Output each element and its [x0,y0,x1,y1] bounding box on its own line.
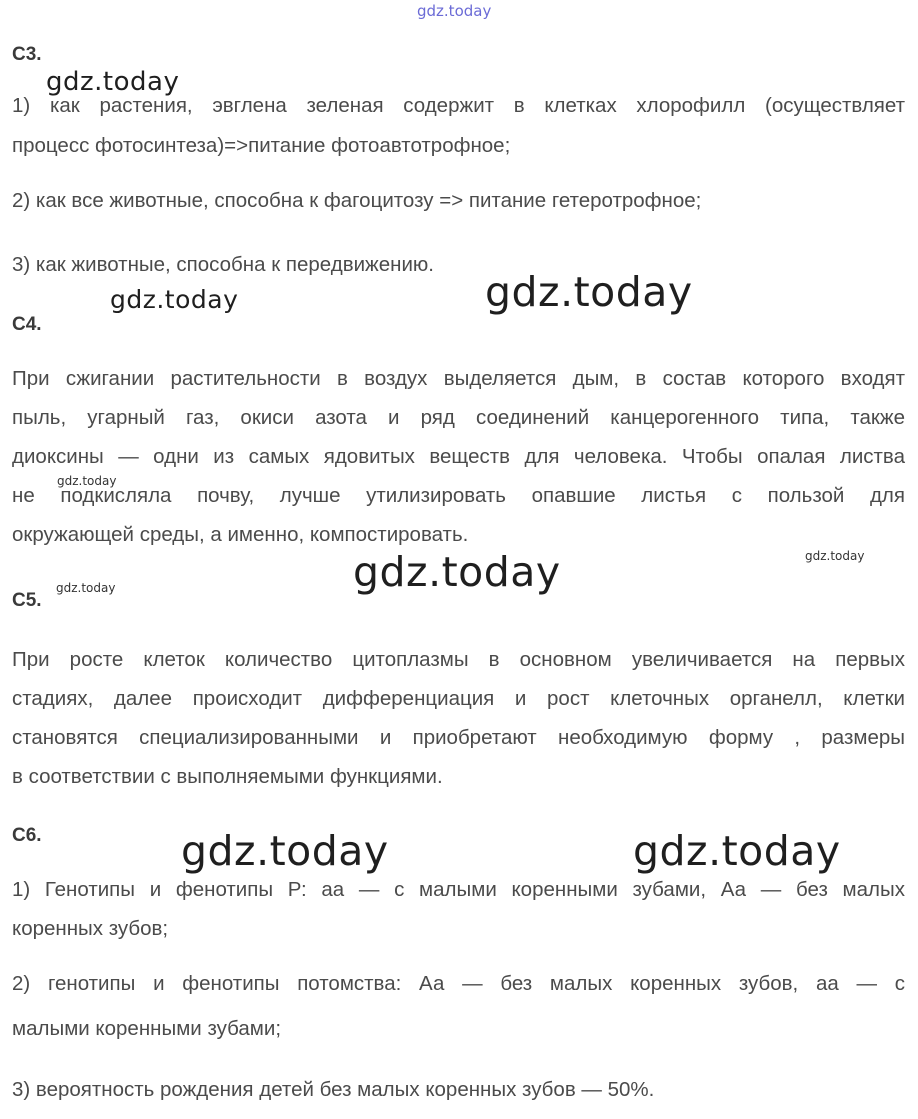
c3-line-1: 1) как растения, эвглена зеленая содержит в клетках хлорофилл (осуществляет [12,94,905,117]
c3-line-4: 3) как животные, способна к передвижению. [12,253,434,276]
watermark: gdz.today [56,581,116,595]
c6-line-5: 3) вероятность рождения детей без малых коренных зубов — 50%. [12,1078,655,1101]
c5-line-2: стадиях, далее происходит дифференциация и рост клеточных органелл, клетки [12,687,905,710]
watermark: gdz.today [46,67,180,97]
c6-line-1: 1) Генотипы и фенотипы Р: аа — с малыми коренными зубами, Аа — без малых [12,878,905,901]
c6-line-4: малыми коренными зубами; [12,1017,282,1040]
watermark: gdz.today [57,474,117,488]
watermark: gdz.today [485,268,693,316]
c4-line-5: окружающей среды, а именно, компостировать. [12,523,469,546]
c5-line-4: в соответствии с выполняемыми функциями. [12,765,443,788]
watermark: gdz.today [353,548,561,596]
c4-line-4: не подкисляла почву, лучше утилизировать опавшие листья с пользой для [12,484,905,507]
c6-line-3: 2) генотипы и фенотипы потомства: Аа — без малых коренных зубов, аа — с [12,972,905,995]
section-heading-c5: С5. [12,590,42,611]
c4-line-1: При сжигании растительности в воздух выделяется дым, в состав которого входят [12,367,905,390]
c5-line-1: При росте клеток количество цитоплазмы в основном увеличивается на первых [12,648,905,671]
c4-line-2: пыль, угарный газ, окиси азота и ряд соединений канцерогенного типа, также [12,406,905,429]
c3-line-3: 2) как все животные, способна к фагоцитозу => питание гетеротрофное; [12,189,702,212]
watermark: gdz.today [633,827,841,875]
watermark: gdz.today [110,285,239,314]
watermark: gdz.today [805,549,865,563]
c3-line-2: процесс фотосинтеза)=>питание фотоавтотрофное; [12,134,511,157]
section-heading-c3: С3. [12,44,42,65]
section-heading-c4: С4. [12,314,42,335]
c6-line-2: коренных зубов; [12,917,169,940]
section-heading-c6: С6. [12,825,42,846]
watermark: gdz.today [181,827,389,875]
c5-line-3: становятся специализированными и приобретают необходимую форму , размеры [12,726,905,749]
c4-line-3: диоксины — одни из самых ядовитых веществ для человека. Чтобы опалая листва [12,445,905,468]
watermark-top: gdz.today [417,2,492,20]
